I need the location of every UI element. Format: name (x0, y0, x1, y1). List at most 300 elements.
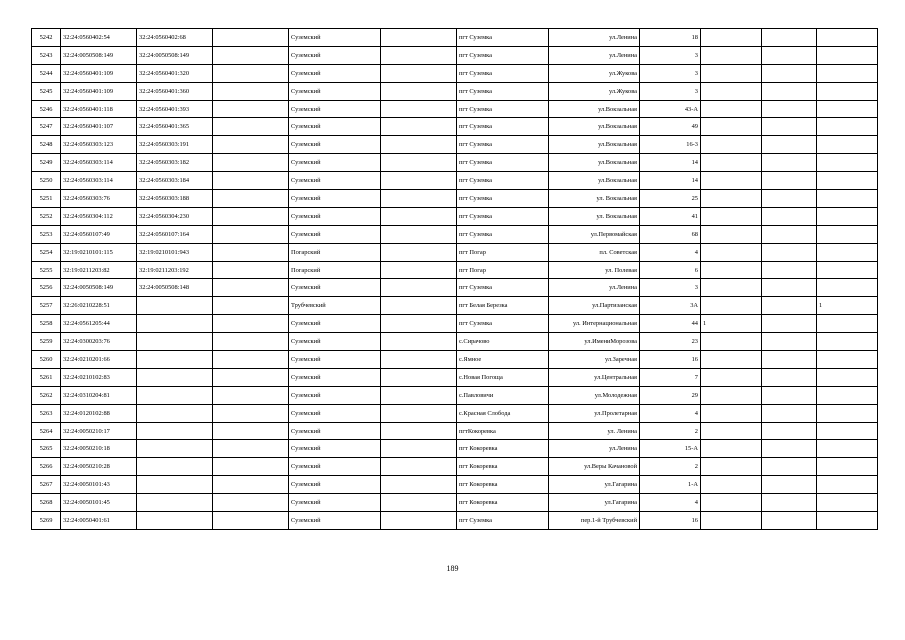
cell-house-number: 2 (640, 422, 701, 440)
table-row (32, 118, 878, 136)
cell-extra-number (213, 46, 289, 64)
cell-district: Суземский (289, 154, 381, 172)
cell-street: ул.Ленина (549, 440, 640, 458)
cell-building-cadastral-number (137, 440, 213, 458)
cell-district: Суземский (289, 279, 381, 297)
cell-street: ул.Вокзальная (549, 172, 640, 190)
cell-street: ул. Вокзальная (549, 207, 640, 225)
cell-flag-c (817, 368, 878, 386)
cell-street: ул. Полевая (549, 261, 640, 279)
cell-cadastral-number: 32:24:0560401:118 (61, 100, 137, 118)
cell-flag-b (762, 82, 817, 100)
cell-cadastral-number: 32:19:0210101:115 (61, 243, 137, 261)
cell-cadastral-number: 32:19:0211203:82 (61, 261, 137, 279)
cell-cadastral-number: 32:24:0560107:49 (61, 225, 137, 243)
cell-street: ул.Центральная (549, 368, 640, 386)
cell-settlement: пгт Суземка (457, 225, 549, 243)
cell-flag-b (762, 512, 817, 530)
cell-flag-a (701, 512, 762, 530)
cell-municipality (381, 100, 457, 118)
cell-house-number: 14 (640, 172, 701, 190)
cell-settlement: пгт Погар (457, 243, 549, 261)
cell-municipality (381, 82, 457, 100)
cell-extra-number (213, 333, 289, 351)
cell-house-number: 16 (640, 512, 701, 530)
cell-row-number: 5261 (32, 368, 61, 386)
cell-district: Суземский (289, 136, 381, 154)
cell-municipality (381, 297, 457, 315)
cell-municipality (381, 333, 457, 351)
cell-row-number: 5264 (32, 422, 61, 440)
cell-building-cadastral-number: 32:19:0210101:943 (137, 243, 213, 261)
cell-building-cadastral-number (137, 404, 213, 422)
cell-district: Суземский (289, 422, 381, 440)
cell-flag-c (817, 29, 878, 47)
table-row (32, 225, 878, 243)
cell-district: Суземский (289, 100, 381, 118)
cell-flag-b (762, 315, 817, 333)
cell-building-cadastral-number: 32:24:0560402:68 (137, 29, 213, 47)
cell-street: ул.Гагарина (549, 494, 640, 512)
table-row (32, 351, 878, 369)
cell-extra-number (213, 82, 289, 100)
cell-building-cadastral-number (137, 512, 213, 530)
cell-flag-a (701, 261, 762, 279)
cell-cadastral-number: 32:24:0310204:81 (61, 386, 137, 404)
cell-street: пер.1-й Трубчевский (549, 512, 640, 530)
cell-settlement: с.Сирачово (457, 333, 549, 351)
cell-extra-number (213, 279, 289, 297)
table-row (32, 190, 878, 208)
cell-cadastral-number: 32:24:0560303:123 (61, 136, 137, 154)
table-row (32, 261, 878, 279)
cell-cadastral-number: 32:24:0560401:109 (61, 82, 137, 100)
cell-settlement: пгт Кокоревка (457, 476, 549, 494)
cell-settlement: пгт Кокоревка (457, 458, 549, 476)
cell-district: Суземский (289, 333, 381, 351)
cell-extra-number (213, 297, 289, 315)
table-row (32, 458, 878, 476)
cell-district: Суземский (289, 207, 381, 225)
table-row (32, 172, 878, 190)
cell-flag-c (817, 279, 878, 297)
cell-building-cadastral-number: 32:24:0560303:191 (137, 136, 213, 154)
cell-row-number: 5249 (32, 154, 61, 172)
cell-extra-number (213, 404, 289, 422)
cell-flag-a (701, 386, 762, 404)
cell-flag-b (762, 136, 817, 154)
cell-cadastral-number: 32:24:0210102:83 (61, 368, 137, 386)
cell-cadastral-number: 32:24:0050508:149 (61, 279, 137, 297)
cell-district: Суземский (289, 458, 381, 476)
cell-building-cadastral-number (137, 368, 213, 386)
cell-settlement: с.Павловичи (457, 386, 549, 404)
cell-settlement: пгт Суземка (457, 29, 549, 47)
table-row (32, 315, 878, 333)
table-row (32, 404, 878, 422)
cell-settlement: пгтКокоревка (457, 422, 549, 440)
cell-flag-c (817, 440, 878, 458)
cell-house-number: 4 (640, 404, 701, 422)
cell-building-cadastral-number (137, 297, 213, 315)
cell-row-number: 5251 (32, 190, 61, 208)
cell-row-number: 5253 (32, 225, 61, 243)
cell-settlement: с.Новая Погоща (457, 368, 549, 386)
cell-flag-c (817, 333, 878, 351)
cell-house-number: 25 (640, 190, 701, 208)
cell-building-cadastral-number: 32:24:0560401:393 (137, 100, 213, 118)
cell-house-number: 23 (640, 333, 701, 351)
cell-flag-c (817, 172, 878, 190)
cell-extra-number (213, 100, 289, 118)
cell-district: Суземский (289, 118, 381, 136)
cell-row-number: 5263 (32, 404, 61, 422)
cell-cadastral-number: 32:24:0050101:45 (61, 494, 137, 512)
cell-municipality (381, 494, 457, 512)
cell-street: ул. Интернациональная (549, 315, 640, 333)
cell-extra-number (213, 476, 289, 494)
cell-building-cadastral-number (137, 422, 213, 440)
cell-house-number: 4 (640, 494, 701, 512)
cell-extra-number (213, 136, 289, 154)
cell-flag-b (762, 351, 817, 369)
cell-cadastral-number: 32:24:0561205:44 (61, 315, 137, 333)
cell-house-number: 14 (640, 154, 701, 172)
cell-flag-c: 1 (817, 297, 878, 315)
cell-cadastral-number: 32:24:0560304:112 (61, 207, 137, 225)
cell-municipality (381, 351, 457, 369)
cell-cadastral-number: 32:24:0050508:149 (61, 46, 137, 64)
cell-flag-c (817, 386, 878, 404)
cell-cadastral-number: 32:24:0560303:114 (61, 154, 137, 172)
cell-street: ул.Первомайская (549, 225, 640, 243)
cell-flag-b (762, 118, 817, 136)
cell-extra-number (213, 512, 289, 530)
cell-flag-a (701, 243, 762, 261)
cell-flag-a (701, 440, 762, 458)
cell-settlement: с.Красная Слобода (457, 404, 549, 422)
cell-extra-number (213, 243, 289, 261)
cell-row-number: 5252 (32, 207, 61, 225)
cell-cadastral-number: 32:24:0560402:54 (61, 29, 137, 47)
cell-building-cadastral-number: 32:24:0560304:230 (137, 207, 213, 225)
cell-house-number: 1-А (640, 476, 701, 494)
table-row (32, 476, 878, 494)
cell-house-number: 43-А (640, 100, 701, 118)
table-row (32, 64, 878, 82)
cell-flag-c (817, 118, 878, 136)
cell-row-number: 5243 (32, 46, 61, 64)
cell-extra-number (213, 351, 289, 369)
cell-house-number: 3 (640, 279, 701, 297)
cell-flag-a (701, 82, 762, 100)
cell-house-number: 29 (640, 386, 701, 404)
cell-building-cadastral-number (137, 386, 213, 404)
cell-flag-a (701, 46, 762, 64)
cell-municipality (381, 154, 457, 172)
cell-flag-c (817, 243, 878, 261)
cell-house-number: 4 (640, 243, 701, 261)
cell-street: ул.ИмениМорозова (549, 333, 640, 351)
cell-municipality (381, 207, 457, 225)
cell-extra-number (213, 118, 289, 136)
cell-flag-c (817, 136, 878, 154)
page-number: 189 (446, 564, 459, 573)
cell-flag-a (701, 136, 762, 154)
cell-settlement: пгт Суземка (457, 315, 549, 333)
cell-extra-number (213, 422, 289, 440)
cell-settlement: пгт Суземка (457, 46, 549, 64)
cell-house-number: 15-А (640, 440, 701, 458)
cell-building-cadastral-number: 32:24:0560401:365 (137, 118, 213, 136)
cell-flag-a (701, 458, 762, 476)
cell-flag-a (701, 172, 762, 190)
cell-district: Трубчевский (289, 297, 381, 315)
cell-flag-b (762, 154, 817, 172)
cell-street: ул.Гагарина (549, 476, 640, 494)
table-row (32, 494, 878, 512)
cell-street: ул.Жукова (549, 64, 640, 82)
cell-flag-b (762, 190, 817, 208)
cell-street: пл. Советская (549, 243, 640, 261)
cell-row-number: 5262 (32, 386, 61, 404)
cell-building-cadastral-number: 32:24:0050508:148 (137, 279, 213, 297)
cell-street: ул.Заречная (549, 351, 640, 369)
cell-settlement: пгт Суземка (457, 118, 549, 136)
cell-extra-number (213, 190, 289, 208)
cell-flag-a (701, 207, 762, 225)
cell-house-number: 3 (640, 64, 701, 82)
cell-municipality (381, 422, 457, 440)
cell-district: Суземский (289, 190, 381, 208)
table-row (32, 29, 878, 47)
cell-municipality (381, 29, 457, 47)
cell-extra-number (213, 261, 289, 279)
cell-extra-number (213, 386, 289, 404)
cell-settlement: пгт Суземка (457, 172, 549, 190)
cell-house-number: 2 (640, 458, 701, 476)
cell-settlement: пгт Суземка (457, 64, 549, 82)
table-row (32, 243, 878, 261)
cell-row-number: 5255 (32, 261, 61, 279)
cell-district: Суземский (289, 172, 381, 190)
cell-settlement: пгт Суземка (457, 279, 549, 297)
cell-district: Суземский (289, 494, 381, 512)
cell-flag-a (701, 100, 762, 118)
cell-district: Погарский (289, 243, 381, 261)
table-row (32, 154, 878, 172)
cell-house-number: 3 (640, 46, 701, 64)
cell-flag-a (701, 404, 762, 422)
cell-flag-a (701, 29, 762, 47)
cell-street: ул.Веры Качановой (549, 458, 640, 476)
cell-district: Суземский (289, 82, 381, 100)
cell-building-cadastral-number: 32:24:0560401:360 (137, 82, 213, 100)
cell-flag-b (762, 279, 817, 297)
cell-street: ул.Вокзальная (549, 136, 640, 154)
cell-district: Суземский (289, 225, 381, 243)
table-row (32, 297, 878, 315)
cell-cadastral-number: 32:24:0050210:28 (61, 458, 137, 476)
cell-house-number: 3 (640, 82, 701, 100)
cell-building-cadastral-number (137, 315, 213, 333)
cell-row-number: 5267 (32, 476, 61, 494)
cell-municipality (381, 386, 457, 404)
cell-municipality (381, 315, 457, 333)
cell-municipality (381, 172, 457, 190)
cell-settlement: пгт Суземка (457, 190, 549, 208)
cell-building-cadastral-number: 32:19:0211203:192 (137, 261, 213, 279)
cell-extra-number (213, 64, 289, 82)
cell-building-cadastral-number: 32:24:0050508:149 (137, 46, 213, 64)
cell-flag-a (701, 297, 762, 315)
cell-row-number: 5258 (32, 315, 61, 333)
cell-building-cadastral-number (137, 458, 213, 476)
cell-district: Суземский (289, 512, 381, 530)
cell-street: ул.Вокзальная (549, 118, 640, 136)
cell-district: Суземский (289, 440, 381, 458)
cell-extra-number (213, 494, 289, 512)
cell-municipality (381, 243, 457, 261)
cell-street: ул.Ленина (549, 46, 640, 64)
cell-municipality (381, 512, 457, 530)
cell-house-number: 18 (640, 29, 701, 47)
cell-district: Суземский (289, 386, 381, 404)
cell-cadastral-number: 32:26:0210228:51 (61, 297, 137, 315)
table-row (32, 386, 878, 404)
cell-extra-number (213, 207, 289, 225)
table-row (32, 440, 878, 458)
cell-row-number: 5245 (32, 82, 61, 100)
cell-settlement: пгт Суземка (457, 100, 549, 118)
cell-district: Суземский (289, 351, 381, 369)
cell-flag-c (817, 46, 878, 64)
cell-flag-b (762, 64, 817, 82)
cell-settlement: пгт Суземка (457, 512, 549, 530)
cell-district: Суземский (289, 315, 381, 333)
cell-settlement: пгт Суземка (457, 136, 549, 154)
cell-row-number: 5266 (32, 458, 61, 476)
cell-extra-number (213, 368, 289, 386)
cell-row-number: 5246 (32, 100, 61, 118)
cell-flag-b (762, 243, 817, 261)
cell-flag-c (817, 207, 878, 225)
cell-cadastral-number: 32:24:0120102:88 (61, 404, 137, 422)
cell-flag-b (762, 46, 817, 64)
cell-flag-a (701, 333, 762, 351)
cell-flag-b (762, 333, 817, 351)
cell-flag-b (762, 422, 817, 440)
cell-cadastral-number: 32:24:0560303:76 (61, 190, 137, 208)
cell-cadastral-number: 32:24:0560401:107 (61, 118, 137, 136)
cell-flag-c (817, 82, 878, 100)
cell-municipality (381, 46, 457, 64)
cell-row-number: 5265 (32, 440, 61, 458)
cell-municipality (381, 458, 457, 476)
cell-municipality (381, 136, 457, 154)
cell-flag-c (817, 458, 878, 476)
cell-street: ул. Ленина (549, 422, 640, 440)
cell-extra-number (213, 315, 289, 333)
cell-municipality (381, 118, 457, 136)
cell-row-number: 5248 (32, 136, 61, 154)
cell-flag-c (817, 154, 878, 172)
cell-extra-number (213, 225, 289, 243)
cell-flag-c (817, 512, 878, 530)
cell-row-number: 5259 (32, 333, 61, 351)
cell-flag-b (762, 440, 817, 458)
cell-street: ул.Пролетарная (549, 404, 640, 422)
cell-row-number: 5268 (32, 494, 61, 512)
cell-flag-a (701, 154, 762, 172)
cell-municipality (381, 64, 457, 82)
cell-municipality (381, 476, 457, 494)
cell-flag-a: 1 (701, 315, 762, 333)
cell-street: ул.Молодежная (549, 386, 640, 404)
cell-house-number: 68 (640, 225, 701, 243)
cell-flag-c (817, 225, 878, 243)
cell-flag-a (701, 494, 762, 512)
table-row (32, 512, 878, 530)
cell-flag-b (762, 172, 817, 190)
cell-extra-number (213, 154, 289, 172)
cell-house-number: 49 (640, 118, 701, 136)
cell-flag-b (762, 261, 817, 279)
cell-row-number: 5247 (32, 118, 61, 136)
cell-flag-b (762, 225, 817, 243)
cell-cadastral-number: 32:24:0300203:76 (61, 333, 137, 351)
table-body (32, 29, 878, 530)
cell-building-cadastral-number (137, 351, 213, 369)
cell-extra-number (213, 172, 289, 190)
cell-street: ул.Вокзальная (549, 100, 640, 118)
cell-flag-c (817, 476, 878, 494)
cell-district: Суземский (289, 46, 381, 64)
cell-district: Суземский (289, 404, 381, 422)
table-row (32, 368, 878, 386)
cell-building-cadastral-number (137, 333, 213, 351)
cell-building-cadastral-number: 32:24:0560303:188 (137, 190, 213, 208)
cell-settlement: пгт Суземка (457, 154, 549, 172)
cell-district: Суземский (289, 29, 381, 47)
cell-building-cadastral-number: 32:24:0560303:184 (137, 172, 213, 190)
cell-flag-c (817, 404, 878, 422)
cell-district: Погарский (289, 261, 381, 279)
cell-cadastral-number: 32:24:0560401:109 (61, 64, 137, 82)
cell-extra-number (213, 440, 289, 458)
cell-row-number: 5250 (32, 172, 61, 190)
table-row (32, 136, 878, 154)
cell-street: ул. Вокзальная (549, 190, 640, 208)
cell-flag-b (762, 207, 817, 225)
table-row (32, 422, 878, 440)
cell-street: ул.Ленина (549, 279, 640, 297)
cell-flag-a (701, 118, 762, 136)
cell-flag-a (701, 422, 762, 440)
cell-flag-a (701, 368, 762, 386)
cell-municipality (381, 225, 457, 243)
cell-street: ул.Жукова (549, 82, 640, 100)
cell-street: ул.Ленина (549, 29, 640, 47)
cell-flag-b (762, 404, 817, 422)
table-row (32, 46, 878, 64)
cell-street: ул.Партизанская (549, 297, 640, 315)
cell-district: Суземский (289, 368, 381, 386)
cell-building-cadastral-number (137, 476, 213, 494)
cell-house-number: 7 (640, 368, 701, 386)
cell-flag-a (701, 351, 762, 369)
cell-flag-a (701, 476, 762, 494)
